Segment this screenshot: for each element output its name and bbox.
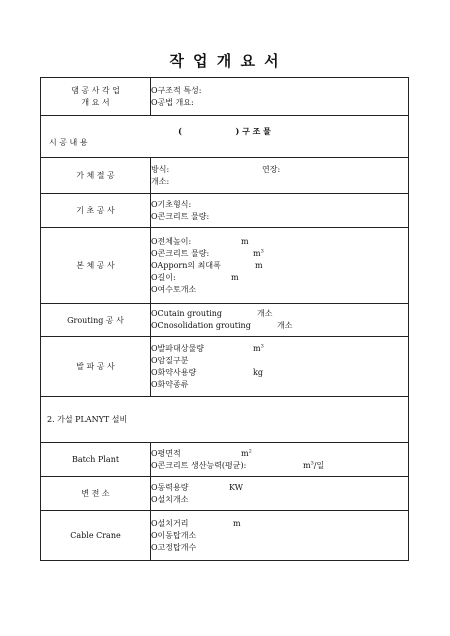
row-main-body — [41, 228, 409, 304]
item-blast-volume — [151, 343, 408, 355]
content-foundation — [151, 194, 409, 228]
structure-label: ) 구 조 물 — [235, 125, 271, 136]
item-apron-width — [151, 260, 408, 272]
blast-volume-unit: m — [253, 343, 261, 353]
curtain-grouting-label: OCutain grouting — [151, 309, 223, 318]
diversion-count: 개소: — [151, 176, 170, 186]
concrete-volume-sup: 3 — [260, 247, 264, 254]
row-blasting — [41, 337, 409, 397]
curtain-grouting-unit: 개소 — [257, 309, 273, 318]
label-diversion: 가 체 절 공 — [41, 158, 151, 194]
concrete-capacity-per-day: /일 — [313, 460, 325, 470]
item-explosive-amount — [151, 367, 408, 379]
concrete-volume-label: O콘크리트 물량: — [151, 248, 210, 258]
label-blasting: 발 파 공 사 — [41, 337, 151, 397]
item-total-height — [151, 236, 408, 248]
apron-width-unit: m — [255, 260, 263, 270]
content-blasting — [151, 337, 409, 397]
total-height-unit: m — [241, 236, 249, 246]
diversion-length: 연장: — [262, 164, 281, 174]
item-power-capacity — [151, 482, 408, 494]
concrete-capacity-unit: m — [303, 460, 311, 470]
item-fixed-tower-count: O고정탑개수 — [151, 542, 197, 552]
row-substation — [41, 477, 409, 511]
paren-open: ( — [178, 125, 182, 136]
structure-heading — [41, 125, 408, 137]
concrete-capacity-label: O콘크리트 생산능력(평균): — [151, 460, 247, 470]
label-batch-plant: Batch Plant — [41, 443, 151, 477]
consolidation-grouting-label: OCnosolidation grouting — [151, 321, 251, 330]
item-length — [151, 272, 408, 284]
plan-area-unit: m — [241, 448, 249, 458]
content-substation — [151, 477, 409, 511]
work-overview-table — [40, 77, 409, 561]
item-concrete-capacity — [151, 460, 408, 472]
label-substation: 변 전 소 — [41, 477, 151, 511]
row-plant-heading — [41, 397, 409, 443]
plan-area-label: O평면적 — [151, 448, 181, 458]
item-structural-feature: O구조적 특성: — [151, 85, 202, 95]
install-distance-unit: m — [233, 518, 241, 528]
item-method-overview: O공법 개요: — [151, 97, 194, 107]
power-capacity-label: O동력용량 — [151, 482, 189, 492]
item-explosive-type: O화약종류 — [151, 379, 189, 389]
length-label: O길이: — [151, 272, 176, 282]
concrete-capacity-sup: 3 — [310, 459, 314, 466]
consolidation-grouting-unit: 개소 — [277, 321, 293, 330]
row-dam-overview — [41, 78, 409, 116]
item-mobile-tower-count: O이동탑개소 — [151, 530, 197, 540]
apron-width-label: OApporn의 최대폭 — [151, 260, 221, 270]
row-batch-plant — [41, 443, 409, 477]
row-diversion — [41, 158, 409, 194]
item-consolidation-grouting — [151, 320, 408, 332]
item-install-count: O설치개소 — [151, 494, 189, 504]
explosive-amount-unit: kg — [253, 367, 263, 377]
label-grouting: Grouting 공 사 — [41, 304, 151, 337]
item-foundation-concrete: O콘크리트 물량: — [151, 211, 210, 221]
label-dam-overview — [41, 78, 151, 116]
label-main-body: 본 체 공 사 — [41, 228, 151, 304]
item-concrete-volume — [151, 248, 408, 260]
item-install-distance — [151, 518, 408, 530]
item-rock-class: O암질구분 — [151, 355, 189, 365]
diversion-method: 방식: — [151, 164, 170, 174]
label-dam-line2: 개 요 서 — [81, 97, 110, 107]
item-plan-area — [151, 448, 408, 460]
blast-volume-label: O발파대상물량 — [151, 343, 204, 353]
label-dam-line1: 댐 공 사 각 업 — [71, 85, 120, 95]
plan-area-sup: 2 — [248, 447, 252, 454]
blast-volume-sup: 3 — [260, 342, 264, 349]
length-unit: m — [231, 272, 239, 282]
content-diversion — [151, 158, 409, 194]
plant-heading: 2. 가설 PLANYT 설비 — [41, 397, 409, 443]
content-cable-crane — [151, 511, 409, 561]
item-foundation-type: O기초형식: — [151, 199, 192, 209]
content-batch-plant — [151, 443, 409, 477]
total-height-label: O전체높이: — [151, 236, 192, 246]
label-foundation: 기 초 공 사 — [41, 194, 151, 228]
content-grouting — [151, 304, 409, 337]
row-cable-crane — [41, 511, 409, 561]
install-distance-label: O설치거리 — [151, 518, 189, 528]
diversion-line1 — [151, 164, 408, 176]
content-main-body — [151, 228, 409, 304]
row-foundation — [41, 194, 409, 228]
label-cable-crane: Cable Crane — [41, 511, 151, 561]
row-construction — [41, 116, 409, 158]
item-curtain-grouting — [151, 308, 408, 320]
content-construction — [41, 116, 409, 158]
power-capacity-unit: KW — [229, 482, 243, 492]
explosive-amount-label: O화약사용량 — [151, 367, 197, 377]
label-construction: 시 공 내 용 — [49, 137, 88, 147]
row-grouting — [41, 304, 409, 337]
content-dam-overview — [151, 78, 409, 116]
document-title: 작 업 개 요 서 — [169, 52, 281, 70]
item-spillway-count: O여수토개소 — [151, 284, 197, 294]
concrete-volume-unit: m — [253, 248, 261, 258]
